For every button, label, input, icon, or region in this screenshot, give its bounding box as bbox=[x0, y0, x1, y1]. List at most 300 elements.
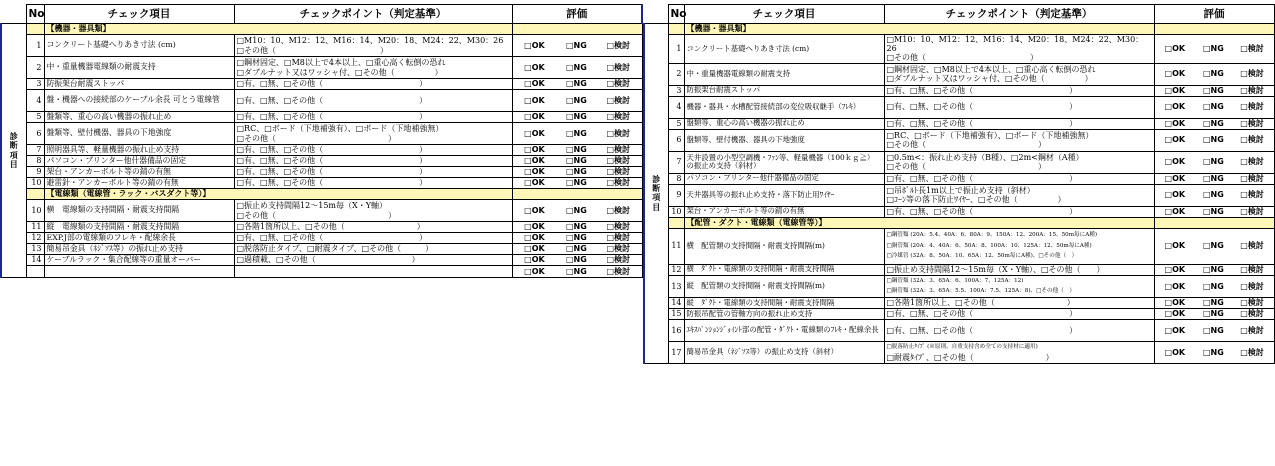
evaluation-options bbox=[1154, 206, 1274, 217]
eval-review-checkbox[interactable]: □検討 bbox=[1240, 135, 1264, 145]
check-point-line: □鋼材固定、□M8以上で4本以上、□重心高く転倒の恐れ bbox=[886, 64, 1096, 74]
eval-ok-checkbox[interactable]: □OK bbox=[524, 112, 545, 122]
eval-ok-checkbox[interactable]: □OK bbox=[1164, 264, 1186, 274]
eval-ok-checkbox[interactable]: □OK bbox=[1164, 85, 1186, 95]
check-row bbox=[644, 63, 1274, 85]
eval-review-checkbox[interactable]: □検討 bbox=[1240, 44, 1264, 54]
eval-ok-checkbox[interactable]: □OK bbox=[1164, 69, 1186, 79]
check-point-line: □鋼管類 (32A：3、65A：6、100A：7、125A：12) bbox=[886, 277, 1024, 284]
check-point-line: □ダブルナット又はワッシャ付、□その他（ ） bbox=[886, 74, 1093, 84]
check-point bbox=[234, 244, 512, 255]
eval-ng-checkbox[interactable]: □NG bbox=[565, 128, 587, 138]
check-row bbox=[1, 200, 642, 222]
eval-ok-checkbox[interactable]: □OK bbox=[1164, 102, 1186, 112]
check-item: 盤類等、壁付機器、器具の下地強度 bbox=[684, 129, 884, 151]
left-checklist-table bbox=[0, 4, 643, 278]
check-point bbox=[234, 233, 512, 244]
eval-review-checkbox[interactable]: □検討 bbox=[606, 145, 631, 155]
check-point-line: □その他（ ） bbox=[236, 133, 397, 143]
evaluation-options bbox=[512, 35, 642, 57]
check-point-line: □銅管類 (20A：4、40A：6、50A：8、100A：10、125A：12、50m毎にA種) bbox=[886, 242, 1092, 249]
eval-ok-checkbox[interactable]: □OK bbox=[1164, 135, 1186, 145]
eval-ng-checkbox[interactable]: □NG bbox=[565, 62, 587, 72]
section-no-cell bbox=[26, 189, 44, 200]
check-item: コンクリート基礎へりあき寸法 (cm) bbox=[44, 35, 234, 57]
check-item: 縦 電線類の支持間隔・耐震支持間隔 bbox=[44, 222, 234, 233]
eval-review-checkbox[interactable]: □検討 bbox=[606, 255, 631, 265]
check-row bbox=[644, 319, 1274, 341]
eval-review-checkbox[interactable]: □検討 bbox=[1240, 309, 1264, 319]
right-checklist-table bbox=[643, 4, 1275, 364]
row-number: 4 bbox=[26, 90, 44, 112]
side-label bbox=[644, 24, 668, 364]
evaluation-options bbox=[512, 222, 642, 233]
check-point-line: □有、□無、□その他（ ） bbox=[886, 85, 1078, 95]
check-point-line: □脱落防止タイプ、□耐震タイプ、□その他（ ） bbox=[236, 244, 434, 254]
check-point bbox=[234, 79, 512, 90]
eval-ok-checkbox[interactable]: □OK bbox=[524, 156, 545, 166]
check-item: 盤類等、重心の高い機器の振れ止め bbox=[684, 118, 884, 129]
check-point-line: □その他（ ） bbox=[886, 162, 1047, 172]
section-eval-cell bbox=[512, 189, 642, 200]
row-number: 3 bbox=[26, 79, 44, 90]
check-point bbox=[234, 156, 512, 167]
row-number: 8 bbox=[26, 156, 44, 167]
row-number: 10 bbox=[668, 206, 684, 217]
row-number: 8 bbox=[668, 173, 684, 184]
eval-review-checkbox[interactable]: □検討 bbox=[1240, 241, 1264, 251]
evaluation-options bbox=[1154, 308, 1274, 319]
check-point bbox=[234, 266, 512, 278]
section-row bbox=[644, 24, 1274, 35]
check-row bbox=[644, 96, 1274, 118]
header-check-point: チェックポイント（判定基準） bbox=[884, 5, 1154, 24]
check-point bbox=[234, 167, 512, 178]
check-point bbox=[234, 35, 512, 57]
eval-review-checkbox[interactable]: □検討 bbox=[606, 128, 631, 138]
check-item: パソコン・プリンター他什器備品の固定 bbox=[684, 173, 884, 184]
check-row bbox=[1, 222, 642, 233]
check-point-line: □鋼管類 (20A：5.4、40A：6、80A：9、150A：12、200A：15、50m毎にA種) bbox=[886, 232, 1098, 239]
eval-ok-checkbox[interactable]: □OK bbox=[524, 167, 545, 177]
evaluation-options bbox=[512, 112, 642, 123]
check-item: 盤類等、重心の高い機器の振れ止め bbox=[44, 112, 234, 123]
evaluation-options bbox=[1154, 63, 1274, 85]
eval-review-checkbox[interactable]: □検討 bbox=[606, 167, 631, 177]
evaluation-options bbox=[1154, 129, 1274, 151]
eval-ok-checkbox[interactable]: □OK bbox=[1164, 298, 1186, 308]
check-item: 防振吊配管の管軸方向の振れ止め支持 bbox=[684, 308, 884, 319]
eval-ok-checkbox[interactable]: □OK bbox=[1164, 118, 1186, 128]
eval-review-checkbox[interactable]: □検討 bbox=[606, 205, 631, 215]
check-item: EXP.J部の電線類のフレキ・配線余長 bbox=[44, 233, 234, 244]
eval-review-checkbox[interactable]: □検討 bbox=[606, 222, 631, 232]
eval-review-checkbox[interactable]: □検討 bbox=[1240, 157, 1264, 167]
eval-ng-checkbox[interactable]: □NG bbox=[1203, 206, 1224, 216]
eval-ng-checkbox[interactable]: □NG bbox=[1203, 347, 1224, 357]
eval-ng-checkbox[interactable]: □NG bbox=[1203, 281, 1224, 291]
check-item: コンクリート基礎へりあき寸法 (cm) bbox=[684, 35, 884, 64]
evaluation-options bbox=[1154, 297, 1274, 308]
check-item: パソコン・プリンター他什器備品の固定 bbox=[44, 156, 234, 167]
check-point-line: □有、□無、□その他（ ） bbox=[236, 145, 428, 155]
row-number: 4 bbox=[668, 96, 684, 118]
eval-ng-checkbox[interactable]: □NG bbox=[565, 167, 587, 177]
check-item: 天井器具等の振れ止め支持・落下防止用ﾜｲﾔｰ bbox=[684, 184, 884, 206]
right-checklist-sheet bbox=[643, 4, 1273, 462]
check-row bbox=[1, 156, 642, 167]
check-item: 縦 ﾀﾞｸﾄ・電線類の支持間隔・耐震支持間隔 bbox=[684, 297, 884, 308]
eval-ng-checkbox[interactable]: □NG bbox=[1203, 325, 1224, 335]
eval-ng-checkbox[interactable]: □NG bbox=[565, 255, 587, 265]
evaluation-options bbox=[512, 244, 642, 255]
blank-row bbox=[1, 266, 642, 278]
check-item: 横 配管類の支持間隔・耐震支持間隔(m) bbox=[684, 228, 884, 264]
check-row bbox=[644, 35, 1274, 64]
check-row bbox=[644, 308, 1274, 319]
eval-ng-checkbox[interactable]: □NG bbox=[565, 266, 587, 276]
eval-ng-checkbox[interactable]: □NG bbox=[1203, 309, 1224, 319]
eval-review-checkbox[interactable]: □検討 bbox=[1240, 85, 1264, 95]
check-point bbox=[234, 123, 512, 145]
evaluation-options bbox=[1154, 319, 1274, 341]
row-number: 10 bbox=[26, 178, 44, 189]
side-label bbox=[1, 24, 26, 278]
check-point bbox=[884, 118, 1154, 129]
check-point-line: □ダブルナット又はワッシャ付、□その他（ ） bbox=[236, 67, 443, 77]
eval-ok-checkbox[interactable]: □OK bbox=[524, 128, 545, 138]
check-point-line: □有、□無、□その他（ ） bbox=[886, 309, 1078, 319]
eval-ok-checkbox[interactable]: □OK bbox=[1164, 281, 1186, 291]
eval-review-checkbox[interactable]: □検討 bbox=[606, 40, 631, 50]
eval-ok-checkbox[interactable]: □OK bbox=[1164, 157, 1186, 167]
check-point-line: □有、□無、□その他（ ） bbox=[886, 102, 1078, 112]
check-item: 防振架台耐震ストッパ bbox=[684, 85, 884, 96]
check-point-line: □RC、□ボード（下地補強有）、□ボード（下地補強無） bbox=[236, 124, 444, 134]
eval-ok-checkbox[interactable]: □OK bbox=[524, 79, 545, 89]
eval-ok-checkbox[interactable]: □OK bbox=[524, 40, 545, 50]
check-point-line: □振止め支持間隔12～15m毎（X・Y軸） bbox=[236, 201, 387, 211]
eval-ok-checkbox[interactable]: □OK bbox=[524, 178, 545, 188]
check-row bbox=[644, 206, 1274, 217]
section-title: 【機器・器具類】 bbox=[684, 24, 1154, 35]
row-number: 2 bbox=[668, 63, 684, 85]
row-number: 5 bbox=[26, 112, 44, 123]
row-number: 17 bbox=[668, 341, 684, 363]
check-point-line: □有、□無、□その他（ ） bbox=[236, 167, 428, 177]
check-item: 盤類等、壁付機器、器具の下地強度 bbox=[44, 123, 234, 145]
check-point-line: □0.5m<：振れ止め支持（B種）、□2m<鋼材（A種） bbox=[886, 152, 1084, 162]
row-number: 16 bbox=[668, 319, 684, 341]
check-point bbox=[884, 35, 1154, 64]
eval-ng-checkbox[interactable]: □NG bbox=[1203, 69, 1224, 79]
eval-ng-checkbox[interactable]: □NG bbox=[1203, 190, 1224, 200]
check-point-line: □鋼材固定、□M8以上で4本以上、□重心高く転倒の恐れ bbox=[236, 58, 446, 68]
row-number: 7 bbox=[668, 151, 684, 173]
side-label-text: 診断項目 bbox=[9, 132, 18, 169]
check-point bbox=[234, 178, 512, 189]
check-row bbox=[1, 244, 642, 255]
check-item: 中・重量機器電線類の耐震支持 bbox=[44, 57, 234, 79]
check-row bbox=[1, 233, 642, 244]
eval-review-checkbox[interactable]: □検討 bbox=[606, 266, 631, 276]
eval-ng-checkbox[interactable]: □NG bbox=[1203, 135, 1224, 145]
eval-ng-checkbox[interactable]: □NG bbox=[565, 233, 587, 243]
eval-ok-checkbox[interactable]: □OK bbox=[1164, 206, 1186, 216]
check-row bbox=[644, 85, 1274, 96]
check-point bbox=[884, 319, 1154, 341]
check-point bbox=[234, 255, 512, 266]
check-row bbox=[1, 123, 642, 145]
check-row bbox=[1, 90, 642, 112]
section-eval-cell bbox=[1154, 217, 1274, 228]
eval-ng-checkbox[interactable]: □NG bbox=[1203, 44, 1224, 54]
check-row bbox=[644, 173, 1274, 184]
evaluation-options bbox=[512, 123, 642, 145]
check-point-line: □有、□無、□その他（ ） bbox=[886, 206, 1078, 216]
header-evaluation: 評価 bbox=[512, 5, 642, 24]
eval-ng-checkbox[interactable]: □NG bbox=[565, 145, 587, 155]
row-number: 6 bbox=[26, 123, 44, 145]
eval-ng-checkbox[interactable]: □NG bbox=[565, 178, 587, 188]
eval-review-checkbox[interactable]: □検討 bbox=[1240, 281, 1264, 291]
check-point-line: □その他（ ） bbox=[236, 45, 389, 55]
eval-ok-checkbox[interactable]: □OK bbox=[524, 145, 545, 155]
evaluation-options bbox=[1154, 35, 1274, 64]
check-item: 横 電線類の支持間隔・耐震支持間隔 bbox=[44, 200, 234, 222]
eval-review-checkbox[interactable]: □検討 bbox=[1240, 190, 1264, 200]
check-point-line: □有、□無、□その他（ ） bbox=[886, 325, 1078, 335]
side-label-text: 診断項目 bbox=[652, 175, 661, 212]
check-item bbox=[44, 266, 234, 278]
row-number: 7 bbox=[26, 145, 44, 156]
eval-ng-checkbox[interactable]: □NG bbox=[1203, 241, 1224, 251]
eval-ok-checkbox[interactable]: □OK bbox=[1164, 190, 1186, 200]
check-row bbox=[644, 129, 1274, 151]
evaluation-options bbox=[512, 200, 642, 222]
eval-ok-checkbox[interactable]: □OK bbox=[1164, 241, 1186, 251]
header-check-item: チェック項目 bbox=[684, 5, 884, 24]
eval-ok-checkbox[interactable]: □OK bbox=[524, 222, 545, 232]
check-row bbox=[1, 178, 642, 189]
eval-ok-checkbox[interactable]: □OK bbox=[1164, 44, 1186, 54]
header-no: No bbox=[26, 5, 44, 24]
check-point-line: □銅管類 (32A：3、65A：5.5、100A：7.5、125A：8)、□その他（ ） bbox=[886, 288, 1075, 295]
eval-ng-checkbox[interactable]: □NG bbox=[1203, 118, 1224, 128]
eval-ok-checkbox[interactable]: □OK bbox=[1164, 325, 1186, 335]
row-number bbox=[26, 266, 44, 278]
eval-ok-checkbox[interactable]: □OK bbox=[524, 205, 545, 215]
check-item: 天井設置の小型空調機・ﾌｧﾝ等、軽量機器（100ｋｇ≧）の振止め支持（斜材） bbox=[684, 151, 884, 173]
check-point bbox=[884, 275, 1154, 297]
check-point-line: □ｺｰﾝ等の落下防止ﾜｲﾔｰ、□その他（ ） bbox=[886, 195, 1066, 205]
evaluation-options bbox=[512, 167, 642, 178]
eval-review-checkbox[interactable]: □検討 bbox=[606, 178, 631, 188]
section-eval-cell bbox=[1154, 24, 1274, 35]
eval-ok-checkbox[interactable]: □OK bbox=[524, 62, 545, 72]
evaluation-options bbox=[512, 255, 642, 266]
eval-ng-checkbox[interactable]: □NG bbox=[565, 112, 587, 122]
check-item: 架台・アンカーボルト等の錆の有無 bbox=[684, 206, 884, 217]
eval-ng-checkbox[interactable]: □NG bbox=[565, 205, 587, 215]
evaluation-options bbox=[1154, 264, 1274, 275]
section-eval-cell bbox=[512, 24, 642, 35]
eval-review-checkbox[interactable]: □検討 bbox=[606, 62, 631, 72]
check-point bbox=[234, 145, 512, 156]
check-item: 中・重量機器電線類の耐震支持 bbox=[684, 63, 884, 85]
check-item: 簡易吊金具（ﾈｼﾞｿｽ等）の振れ止め支持 bbox=[44, 244, 234, 255]
check-row bbox=[644, 264, 1274, 275]
eval-ng-checkbox[interactable]: □NG bbox=[565, 222, 587, 232]
eval-review-checkbox[interactable]: □検討 bbox=[606, 95, 631, 105]
check-point bbox=[884, 308, 1154, 319]
check-row bbox=[1, 112, 642, 123]
eval-ok-checkbox[interactable]: □OK bbox=[524, 255, 545, 265]
evaluation-options bbox=[1154, 118, 1274, 129]
evaluation-options bbox=[512, 156, 642, 167]
row-number: 15 bbox=[668, 308, 684, 319]
check-row bbox=[1, 57, 642, 79]
eval-ng-checkbox[interactable]: □NG bbox=[1203, 102, 1224, 112]
section-row bbox=[1, 24, 642, 35]
eval-review-checkbox[interactable]: □検討 bbox=[606, 244, 631, 254]
eval-ng-checkbox[interactable]: □NG bbox=[1203, 264, 1224, 274]
check-item: ケーブルラック・集合配線等の重量オーバー bbox=[44, 255, 234, 266]
eval-ok-checkbox[interactable]: □OK bbox=[524, 233, 545, 243]
check-point bbox=[884, 264, 1154, 275]
row-number: 1 bbox=[26, 35, 44, 57]
eval-ng-checkbox[interactable]: □NG bbox=[565, 79, 587, 89]
section-row bbox=[1, 189, 642, 200]
evaluation-options bbox=[512, 90, 642, 112]
check-point-line: □有、□無、□その他（ ） bbox=[886, 173, 1078, 183]
check-point bbox=[234, 90, 512, 112]
eval-review-checkbox[interactable]: □検討 bbox=[606, 112, 631, 122]
check-point-line: □有、□無、□その他（ ） bbox=[236, 156, 428, 166]
header-check-item: チェック項目 bbox=[44, 5, 234, 24]
check-point-line: □その他（ ） bbox=[886, 53, 1039, 63]
row-number: 14 bbox=[26, 255, 44, 266]
eval-review-checkbox[interactable]: □検討 bbox=[606, 79, 631, 89]
check-point-line: □吊ﾎﾞﾙﾄ長1m以上で振止め支持（斜材） bbox=[886, 185, 1035, 195]
section-no-cell bbox=[668, 24, 684, 35]
section-no-cell bbox=[668, 217, 684, 228]
evaluation-options bbox=[1154, 151, 1274, 173]
evaluation-options bbox=[1154, 275, 1274, 297]
row-number: 10 bbox=[26, 200, 44, 222]
check-point-line: □振止め支持間隔12～15m毎（X・Y軸）、□その他（ ） bbox=[886, 264, 1105, 274]
check-item: 避雷針・アンカーボルト等の錆の有無 bbox=[44, 178, 234, 189]
eval-review-checkbox[interactable]: □検討 bbox=[1240, 118, 1264, 128]
eval-ng-checkbox[interactable]: □NG bbox=[1203, 157, 1224, 167]
left-checklist-sheet bbox=[0, 4, 641, 366]
check-point bbox=[234, 222, 512, 233]
row-number: 11 bbox=[26, 222, 44, 233]
row-number: 13 bbox=[668, 275, 684, 297]
eval-ng-checkbox[interactable]: □NG bbox=[1203, 173, 1224, 183]
check-point bbox=[884, 96, 1154, 118]
eval-review-checkbox[interactable]: □検討 bbox=[1240, 347, 1264, 357]
eval-review-checkbox[interactable]: □検討 bbox=[606, 233, 631, 243]
eval-ok-checkbox[interactable]: □OK bbox=[524, 244, 545, 254]
eval-review-checkbox[interactable]: □検討 bbox=[1240, 173, 1264, 183]
check-point-line: □脱落防止ﾀｲﾌﾟ (※原則、自重支持含め全ての支持材に適用) bbox=[886, 344, 1038, 351]
check-row bbox=[644, 341, 1274, 363]
check-row bbox=[644, 151, 1274, 173]
row-number: 13 bbox=[26, 244, 44, 255]
check-item: 機器・器具・水槽配管接続部の変位吸収継手（ﾌﾚｷ） bbox=[684, 96, 884, 118]
eval-ng-checkbox[interactable]: □NG bbox=[565, 95, 587, 105]
eval-ng-checkbox[interactable]: □NG bbox=[565, 244, 587, 254]
row-number: 3 bbox=[668, 85, 684, 96]
eval-ok-checkbox[interactable]: □OK bbox=[1164, 309, 1186, 319]
check-point-line: □有、□無、□その他（ ） bbox=[236, 79, 428, 89]
check-point-line: □有、□無、□その他（ ） bbox=[236, 95, 428, 105]
eval-ok-checkbox[interactable]: □OK bbox=[524, 95, 545, 105]
eval-ok-checkbox[interactable]: □OK bbox=[524, 266, 545, 276]
check-point-line: □冷媒管 (32A：8、50A：10、65A：12、50m毎にA種)、□その他（ ） bbox=[886, 253, 1078, 260]
evaluation-options bbox=[1154, 173, 1274, 184]
check-point bbox=[234, 57, 512, 79]
section-title: 【電線類（電線管・ラック・バスダクト等）】 bbox=[44, 189, 512, 200]
eval-review-checkbox[interactable]: □検討 bbox=[1240, 69, 1264, 79]
eval-review-checkbox[interactable]: □検討 bbox=[606, 156, 631, 166]
check-item: ｴｷｽﾊﾟﾝｼｮﾝｼﾞｮｲﾝﾄ部の配管・ﾀﾞｸﾄ・電線類のﾌﾚｷ・配線余長 bbox=[684, 319, 884, 341]
row-number: 1 bbox=[668, 35, 684, 64]
eval-ok-checkbox[interactable]: □OK bbox=[1164, 347, 1186, 357]
row-number: 9 bbox=[26, 167, 44, 178]
evaluation-options bbox=[1154, 184, 1274, 206]
check-point-line: □M10：10、M12：12、M16：14、M20：18、M24：22、M30：26 bbox=[886, 35, 1144, 54]
check-row bbox=[644, 118, 1274, 129]
eval-review-checkbox[interactable]: □検討 bbox=[1240, 298, 1264, 308]
evaluation-options bbox=[512, 178, 642, 189]
row-number: 9 bbox=[668, 184, 684, 206]
check-point bbox=[884, 341, 1154, 363]
check-point bbox=[234, 200, 512, 222]
eval-ng-checkbox[interactable]: □NG bbox=[1203, 298, 1224, 308]
check-point-line: □その他（ ） bbox=[236, 210, 397, 220]
eval-ng-checkbox[interactable]: □NG bbox=[1203, 85, 1224, 95]
check-point-line: □有、□無、□その他（ ） bbox=[886, 118, 1078, 128]
row-number: 5 bbox=[668, 118, 684, 129]
row-number: 2 bbox=[26, 57, 44, 79]
check-point bbox=[884, 228, 1154, 264]
eval-review-checkbox[interactable]: □検討 bbox=[1240, 264, 1264, 274]
eval-review-checkbox[interactable]: □検討 bbox=[1240, 325, 1264, 335]
row-number: 14 bbox=[668, 297, 684, 308]
check-row bbox=[644, 228, 1274, 264]
evaluation-options bbox=[512, 266, 642, 278]
check-item: 架台・アンカーボルト等の錆の有無 bbox=[44, 167, 234, 178]
check-point-line: □各階1箇所以上、□その他（ ） bbox=[236, 222, 425, 232]
row-number: 11 bbox=[668, 228, 684, 264]
evaluation-options bbox=[512, 233, 642, 244]
eval-review-checkbox[interactable]: □検討 bbox=[1240, 206, 1264, 216]
check-point bbox=[884, 129, 1154, 151]
check-row bbox=[644, 275, 1274, 297]
check-row bbox=[644, 184, 1274, 206]
eval-review-checkbox[interactable]: □検討 bbox=[1240, 102, 1264, 112]
eval-ng-checkbox[interactable]: □NG bbox=[565, 156, 587, 166]
section-row bbox=[644, 217, 1274, 228]
header-check-point: チェックポイント（判定基準） bbox=[234, 5, 512, 24]
evaluation-options bbox=[512, 57, 642, 79]
eval-ng-checkbox[interactable]: □NG bbox=[565, 40, 587, 50]
check-point bbox=[884, 173, 1154, 184]
eval-ok-checkbox[interactable]: □OK bbox=[1164, 173, 1186, 183]
evaluation-options bbox=[1154, 228, 1274, 264]
